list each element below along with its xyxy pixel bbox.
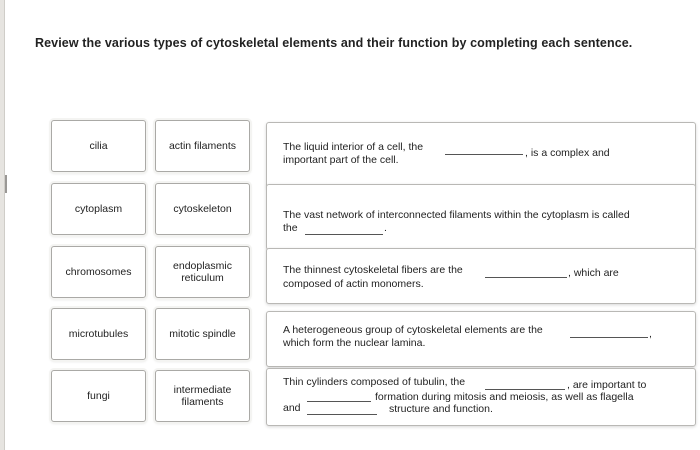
panel-edge-marker — [5, 175, 13, 193]
sentence-2-text-c: . — [384, 222, 387, 234]
sentence-2-text-a: The vast network of interconnected filaments within the cytoplasm is called — [283, 209, 630, 221]
sentence-5-blank-2[interactable] — [307, 400, 371, 402]
term-card-cilia[interactable]: cilia — [51, 120, 146, 172]
sentence-box-5 — [266, 368, 696, 426]
sentence-5-text-d: and — [283, 402, 301, 414]
sentence-2-blank[interactable] — [305, 233, 383, 235]
sentence-2-text-b: the — [283, 222, 298, 234]
sentence-box-3 — [266, 248, 696, 304]
sentence-1-blank[interactable] — [445, 153, 523, 155]
sentence-4-text-a: A heterogeneous group of cytoskeletal elements are the — [283, 324, 543, 336]
term-card-microtubules[interactable]: microtubules — [51, 308, 146, 360]
sentence-3-text-a: The thinnest cytoskeletal fibers are the — [283, 264, 463, 276]
term-card-actin-filaments[interactable]: actin filaments — [155, 120, 250, 172]
question-panel — [4, 0, 700, 450]
sentence-4-text-b: , — [649, 328, 652, 340]
term-card-cytoskeleton[interactable]: cytoskeleton — [155, 183, 250, 235]
sentence-box-2 — [266, 184, 696, 250]
sentence-1-text-a: The liquid interior of a cell, the — [283, 141, 424, 153]
sentence-5-text-a: Thin cylinders composed of tubulin, the — [283, 376, 466, 388]
term-card-endoplasmic-reticulum[interactable]: endoplasmic reticulum — [155, 246, 250, 298]
sentence-box-1 — [266, 122, 696, 188]
sentence-4-text-c: which form the nuclear lamina. — [283, 337, 426, 349]
term-card-chromosomes[interactable]: chromosomes — [51, 246, 146, 298]
term-card-intermediate-filaments[interactable]: intermediate filaments — [155, 370, 250, 422]
sentence-1-text-b: , is a complex and — [525, 147, 610, 159]
sentence-4-blank[interactable] — [570, 336, 648, 338]
term-card-fungi[interactable]: fungi — [51, 370, 146, 422]
sentence-1-text-c: important part of the cell. — [283, 154, 399, 166]
sentence-5-text-c: formation during mitosis and meiosis, as well as flagella — [375, 391, 634, 403]
term-card-mitotic-spindle[interactable]: mitotic spindle — [155, 308, 250, 360]
sentence-3-text-b: , which are — [568, 267, 619, 279]
sentence-5-text-b: , are important to — [567, 379, 647, 391]
question-instructions: Review the various types of cytoskeletal elements and their function by completing each sentence. — [35, 36, 633, 50]
sentence-3-blank[interactable] — [485, 276, 567, 278]
sentence-box-4 — [266, 311, 696, 367]
sentence-5-blank-3[interactable] — [307, 413, 377, 415]
sentence-5-blank-1[interactable] — [485, 388, 565, 390]
sentence-5-text-e: structure and function. — [389, 403, 493, 415]
sentence-3-text-c: composed of actin monomers. — [283, 278, 424, 290]
term-card-cytoplasm[interactable]: cytoplasm — [51, 183, 146, 235]
